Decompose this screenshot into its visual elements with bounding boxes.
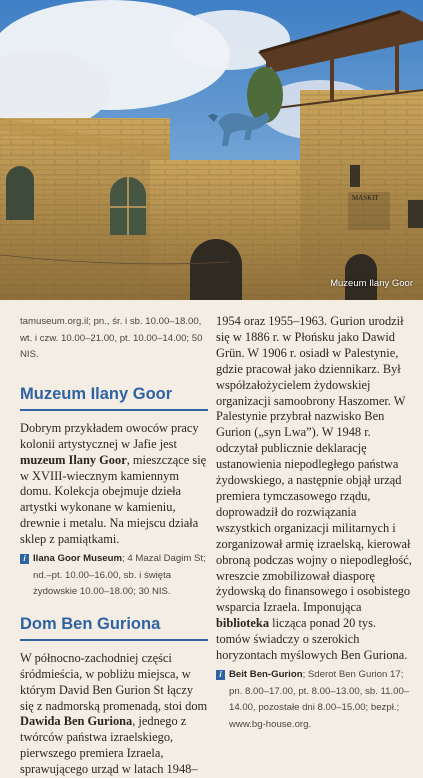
right-column <box>216 314 412 733</box>
section-heading: Dom Ben Guriona <box>20 614 161 633</box>
section-ben-gurion <box>20 614 208 778</box>
info-box <box>216 667 412 733</box>
left-column <box>20 314 208 778</box>
photo-illustration <box>0 0 423 300</box>
info-box <box>20 551 208 601</box>
section-body-continued: 1954 oraz 1955–1963. Gurion urodził się w 1886 r. w Płońsku jako Dawid Grün. W 1906 r. osiadł w Palestynie, gdzie pracował jako dziennikarz. Był współzałożycielem żydowskiej organizacji samoobrony Haszomer. W Palestynie przybrał nazwisko Ben Gurion („syn Lwa”). W 1948 r. odczytał publicznie deklarację ustanowienia niepodległego państwa żydowskiego, a następnie objął urząd premiera tymczasowego rządu, doprowadził do rozwiązania wszystkich organizacji militarnych i zorganizował armię izraelską, kierował obroną podczas wojny o niepodległość, wreszcie zmobilizował diasporę żydowską do finansowego i osobistego wsparcia Izraela. Imponująca biblioteka licząca ponad 20 tys. tomów świadczy o szerokich horyzontach myślowych Ben Guriona. <box>216 314 412 663</box>
info-icon: i <box>216 670 225 680</box>
continued-info-text: tamuseum.org.il; pn., śr. i sb. 10.00–18.00, wt. i czw. 10.00–21.00, pt. 10.00–14.00; 50 NIS. <box>20 316 203 361</box>
section-body: W północno-zachodniej części śródmieścia, w pobliżu miejsca, w którym David Ben Gurion St łączy się z nadmorską promenadą, stoi dom Dawida Ben Guriona, jednego z twórców państwa izraelskiego, pierwszego premiera Izraela, sprawującego urząd w latach 1948– <box>20 650 208 777</box>
section-heading: Muzeum Ilany Goor <box>20 384 173 403</box>
info-text: Ilana Goor Museum; 4 Mazal Dagim St; nd.–pt. 10.00–16.00, sb. i święta żydowskie 10.00–18.00; 30 NIS. <box>33 553 206 598</box>
photo-caption: Muzeum Ilany Goor <box>330 278 413 289</box>
heading-rule <box>20 409 208 411</box>
info-icon: i <box>20 554 29 564</box>
museum-photo <box>0 0 423 300</box>
section-ilana-goor <box>20 384 208 601</box>
heading-rule <box>20 639 208 641</box>
info-text: Beit Ben-Gurion; Sderot Ben Gurion 17; pn. 8.00–17.00, pt. 8.00–13.00, sb. 11.00–14.00, pozostałe dni 8.00–15.00; bezpł.; www.bg-house.org. <box>229 668 410 730</box>
maskit-sign: MASKIT <box>352 194 379 202</box>
section-body: Dobrym przykładem owoców pracy kolonii artystycznej w Jafie jest muzeum Ilany Goor, mieszczące się w XVIII-wiecznym kamiennym domu. Kolekcja obejmuje dzieła artystki wykonane w kamieniu, drewnie i metalu. Na miejscu działa sklep z pamiątkami. <box>20 420 207 547</box>
